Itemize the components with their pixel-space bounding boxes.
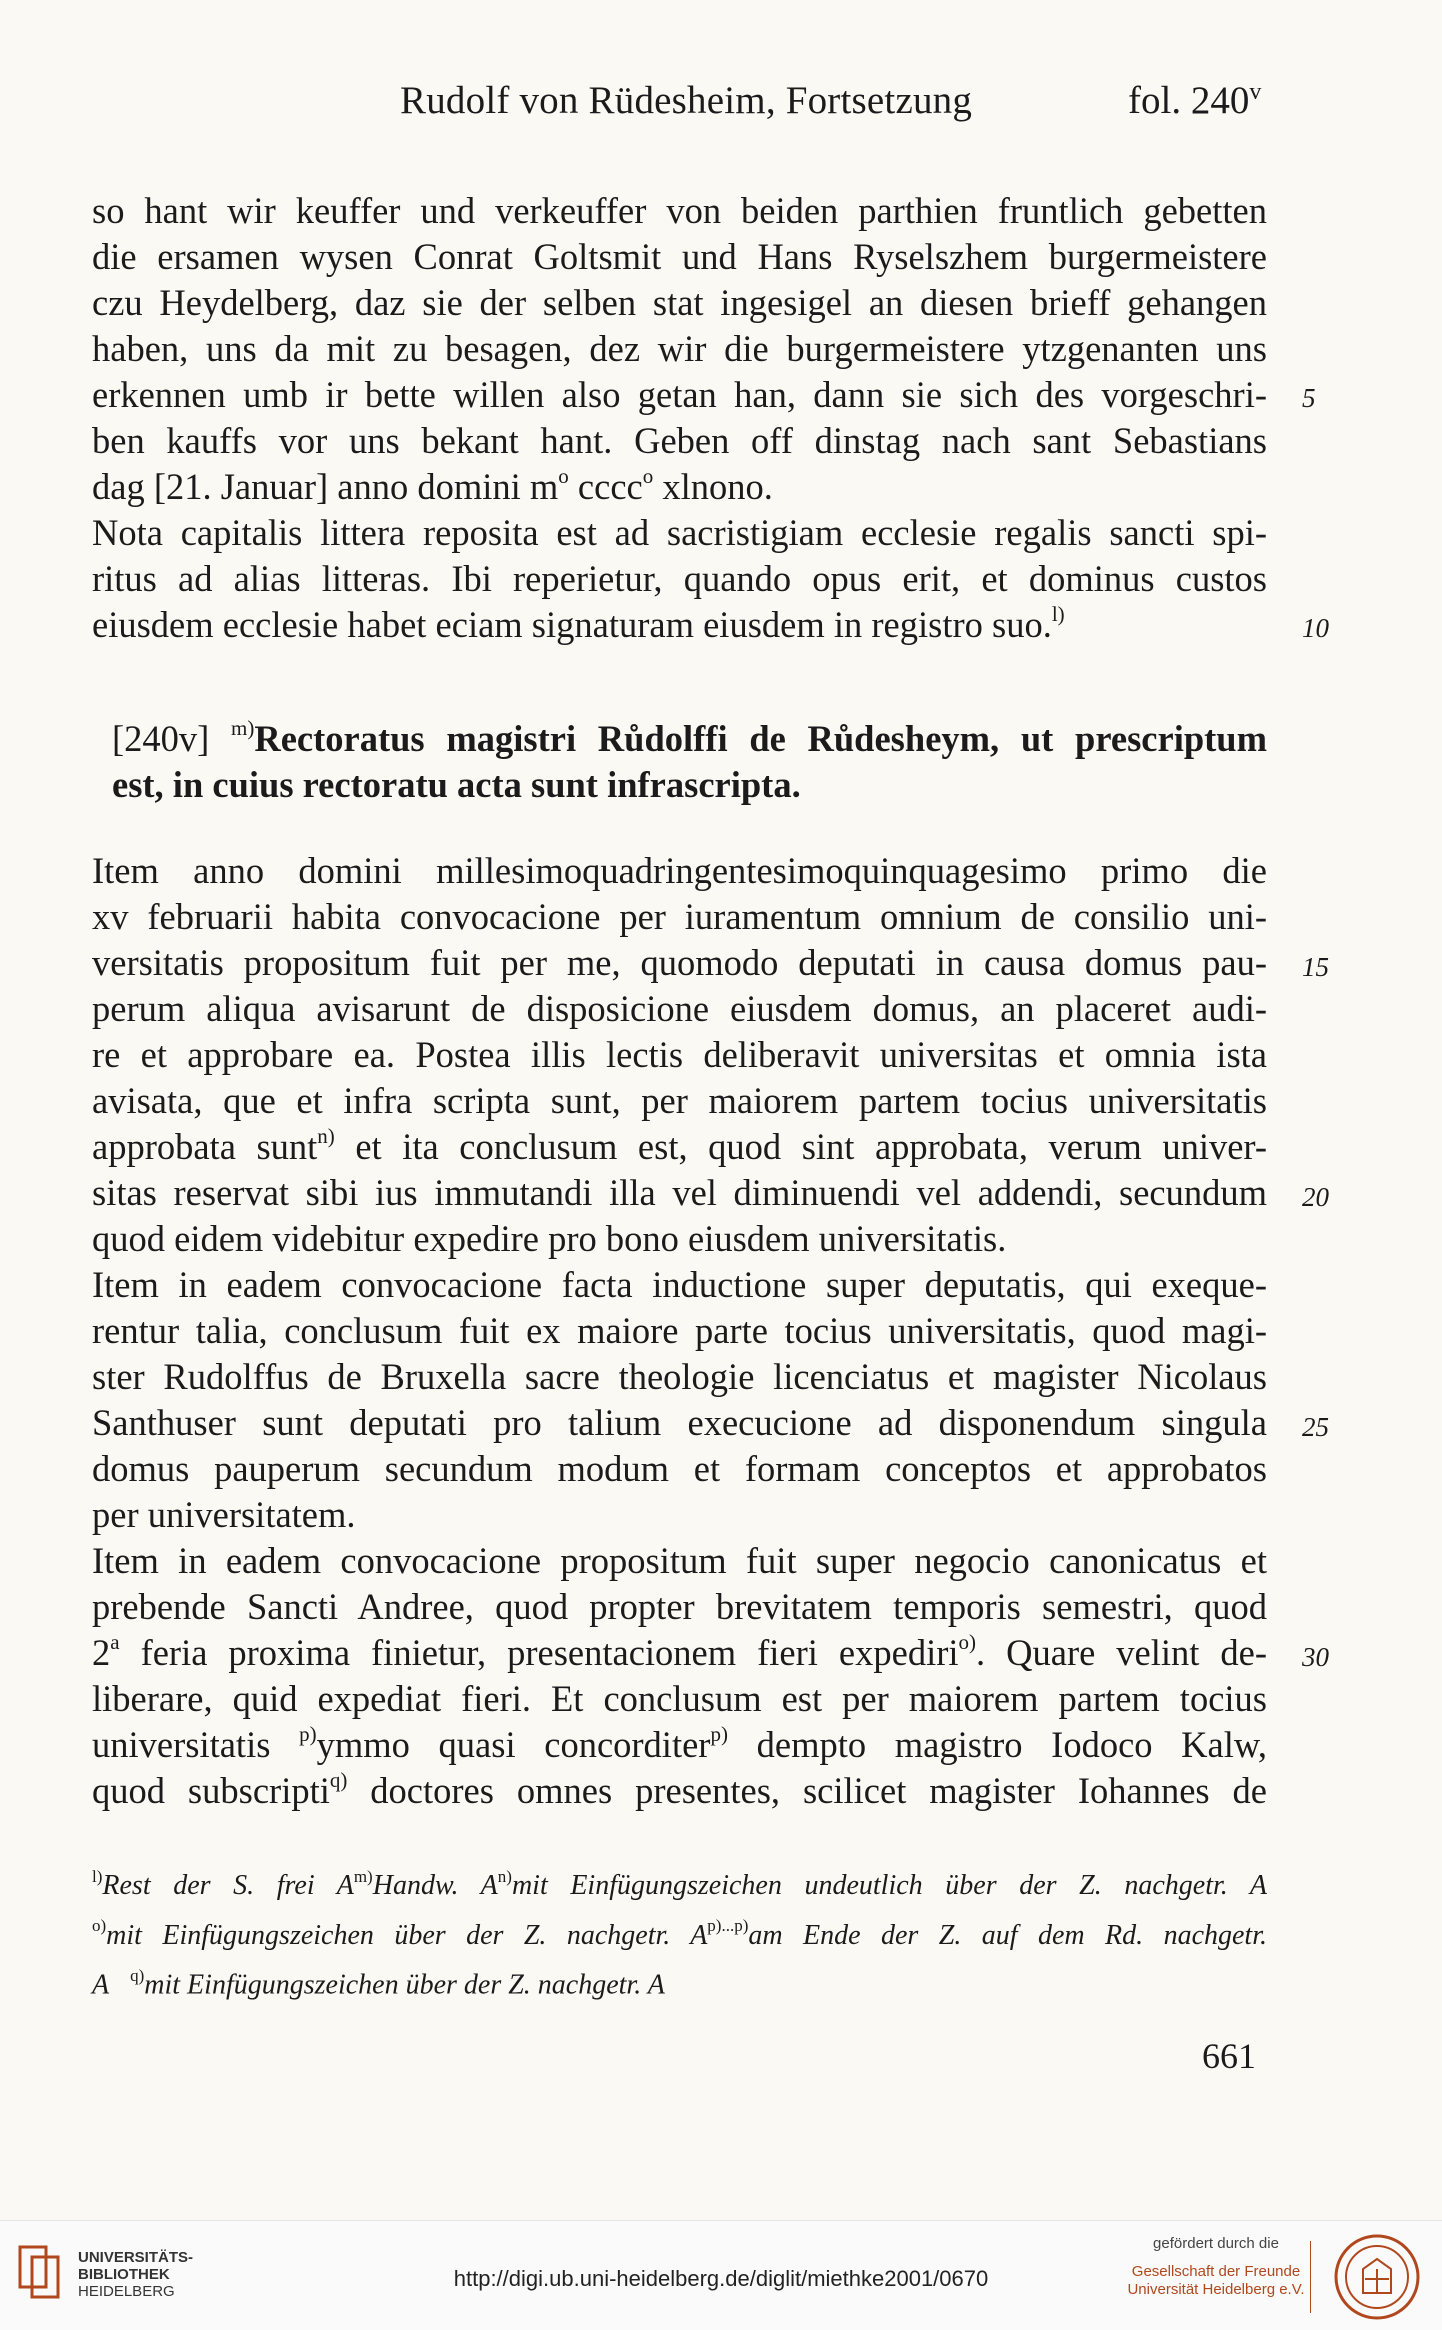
- university-seal-icon: [1333, 2233, 1421, 2321]
- text-line: xv februarii habita convocacione per iuramentum omnium de consilio uni-: [92, 896, 1267, 937]
- line-number: 20: [1302, 1182, 1329, 1212]
- text-line: so hant wir keuffer und verkeuffer von beiden parthien fruntlich gebetten: [92, 190, 1267, 231]
- text-line: quod eidem videbitur expedire pro bono eiusdem universitatis.: [92, 1218, 1007, 1259]
- library-name: UNIVERSITÄTS- BIBLIOTHEK HEIDELBERG: [78, 2249, 194, 2300]
- text-line: re et approbare ea. Postea illis lectis deliberavit universitas et omnia ista: [92, 1034, 1267, 1075]
- permalink-url[interactable]: http://digi.ub.uni-heidelberg.de/diglit/miethke2001/0670: [453, 2266, 989, 2291]
- footnote-marker: l): [1051, 601, 1065, 626]
- line-number: 25: [1302, 1412, 1329, 1442]
- text-line: czu Heydelberg, daz sie der selben stat ingesigel an diesen brieff gehangen: [92, 282, 1267, 323]
- text-line: universitatis $^{p)}$ymmo quasi concorditer$^{p)}$ dempto magistro Iodoco Kalw,: [92, 1721, 1267, 1765]
- text-line: quod subscripti$^{q)}$ doctores omnes presentes, scilicet magister Iohannes de: [92, 1767, 1268, 1811]
- text-line: ben kauffs vor uns bekant hant. Geben off dinstag nach sant Sebastians: [92, 420, 1267, 461]
- text-line: sitas reservat sibi ius immutandi illa vel diminuendi vel addendi, secundum: [92, 1172, 1267, 1213]
- text-line: perum aliqua avisarunt de disposicione eiusdem domus, an placeret audi-: [92, 988, 1267, 1029]
- footnotes: [92, 1858, 1267, 2006]
- text-line: domus pauperum secundum modum et formam conceptos et approbatos: [92, 1448, 1267, 1489]
- footnote-line: $^{l)}$Rest der S. frei $A^{m)}Handw$. $A^{n)}mit$ Einfügungszeichen undeutlich über der Z. nachgetr. A: [92, 1867, 1267, 1902]
- text-line: erkennen umb ir bette willen also getan han, dann sie sich des vorgeschri-: [92, 374, 1267, 415]
- text-line: liberare, quid expediat fieri. Et conclusum est per maiorem partem tocius: [92, 1678, 1267, 1719]
- text-line: rentur talia, conclusum fuit ex maiore parte tocius universitatis, quod magi-: [92, 1310, 1267, 1351]
- divider: [1310, 2241, 1311, 2313]
- text-line: prebende Sancti Andree, quod propter brevitatem temporis semestri, quod: [92, 1586, 1267, 1627]
- line-number: 5: [1302, 383, 1316, 413]
- sponsor-credit: gefördert durch die Gesellschaft der Freunde Universität Heidelberg e.V.: [1127, 2235, 1305, 2298]
- text-line: die ersamen wysen Conrat Goltsmit und Hans Ryselszhem burgermeistere: [92, 236, 1267, 277]
- footnote-line: $^{o)}$mit Einfügungszeichen über der Z. nachgetr. $A^{p)...p)}am$ Ende der Z. auf dem Rd. nachgetr.: [92, 1916, 1267, 1951]
- text-line: versitatis propositum fuit per me, quomodo deputati in causa domus pau-: [92, 942, 1267, 983]
- text-line: ritus ad alias litteras. Ibi reperietur, quando opus erit, et dominus custos: [92, 558, 1267, 599]
- text-line: Item anno domini millesimoquadringentesimoquinquagesimo primo die: [92, 850, 1267, 891]
- line-number: 30: [1302, 1642, 1329, 1672]
- folio-reference: fol. 240$^v$: [1128, 79, 1262, 122]
- text-block-top: [92, 188, 1267, 648]
- text-line: Item in eadem convocacione facta inductione super deputatis, qui exeque-: [92, 1264, 1267, 1305]
- text-line: 2$^a$ feria proxima finietur, presentacionem fieri expediri$^{o)}$. Quare velint de-: [92, 1629, 1267, 1673]
- footnote-marker: m): [231, 715, 255, 740]
- text-line: dag [21. Januar] anno domini $m^o$ cccc$^o$ xlnono.: [92, 463, 773, 507]
- line-number: 10: [1302, 613, 1329, 643]
- text-line: approbata sunt$^{n)}$ et ita conclusum est, quod sint approbata, verum univer-: [92, 1123, 1267, 1167]
- viewer-footer: [0, 2220, 1442, 2330]
- text-line: eiusdem ecclesie habet eciam signaturam eiusdem in registro suo.$^{l)}$: [92, 601, 1065, 645]
- text-line: Nota capitalis littera reposita est ad sacristigiam ecclesie regalis sancti spi-: [92, 512, 1267, 553]
- text-line: per universitatem.: [92, 1494, 356, 1535]
- section-heading: [240v] $^{m)}$Rectoratus magistri Růdolffi de Růdesheym, ut prescriptum est, in cuius rectoratu acta sunt infrascripta.: [112, 715, 1267, 805]
- footnote-line: A $^{q)}$mit Einfügungszeichen über der Z. nachgetr. A: [92, 1965, 665, 2000]
- text-line: Santhuser sunt deputati pro talium execucione ad disponendum singula: [92, 1402, 1267, 1443]
- text-line: haben, uns da mit zu besagen, dez wir die burgermeistere ytzgenanten uns: [92, 328, 1267, 369]
- text-line: Item in eadem convocacione propositum fuit super negocio canonicatus et: [92, 1540, 1267, 1581]
- text-line: ster Rudolffus de Bruxella sacre theologie licenciatus et magister Nicolaus: [92, 1356, 1267, 1397]
- page-number: 661: [1202, 2036, 1256, 2076]
- text-line: avisata, que et infra scripta sunt, per maiorem partem tocius universitatis: [92, 1080, 1267, 1121]
- line-number: 15: [1302, 952, 1329, 982]
- running-header-title: Rudolf von Rüdesheim, Fortsetzung: [400, 79, 973, 122]
- text-block-main: [92, 848, 1267, 1814]
